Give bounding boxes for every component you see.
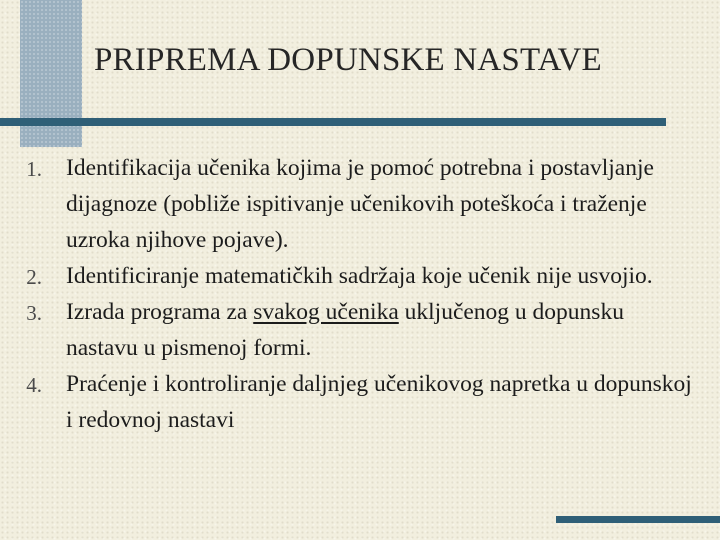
list-item-text-before: Izrada programa za xyxy=(66,299,254,325)
list-number: 1. xyxy=(26,157,42,181)
list-item-1 xyxy=(0,150,700,258)
title-divider-rule xyxy=(0,118,666,126)
slide-title: PRIPREMA DOPUNSKE NASTAVE xyxy=(94,42,602,78)
list-item-2 xyxy=(0,258,700,294)
list-number: 2. xyxy=(26,265,42,289)
list-item-text-after: uključenog u dopunsku nastavu u pismenoj formi. xyxy=(66,299,624,361)
underlined-phrase: svakog učenika xyxy=(253,299,399,325)
list-number: 4. xyxy=(26,373,42,397)
list-item-text xyxy=(66,294,700,366)
list-item-4 xyxy=(0,366,700,438)
numbered-list xyxy=(0,150,700,438)
list-item-text: Praćenje i kontroliranje daljnjeg učenikovog napretka u dopunskoj i redovnoj nastavi xyxy=(66,371,692,433)
list-item-3 xyxy=(0,294,700,366)
footer-accent-rule xyxy=(556,516,720,523)
list-item-text: Identifikacija učenika kojima je pomoć potrebna i postavljanje dijagnoze (pobliže ispitivanje učenikovih poteškoća i traženje uzroka njihove pojave). xyxy=(66,155,654,253)
list-number: 3. xyxy=(26,301,42,325)
list-item-text: Identificiranje matematičkih sadržaja koje učenik nije usvojio. xyxy=(66,263,653,289)
